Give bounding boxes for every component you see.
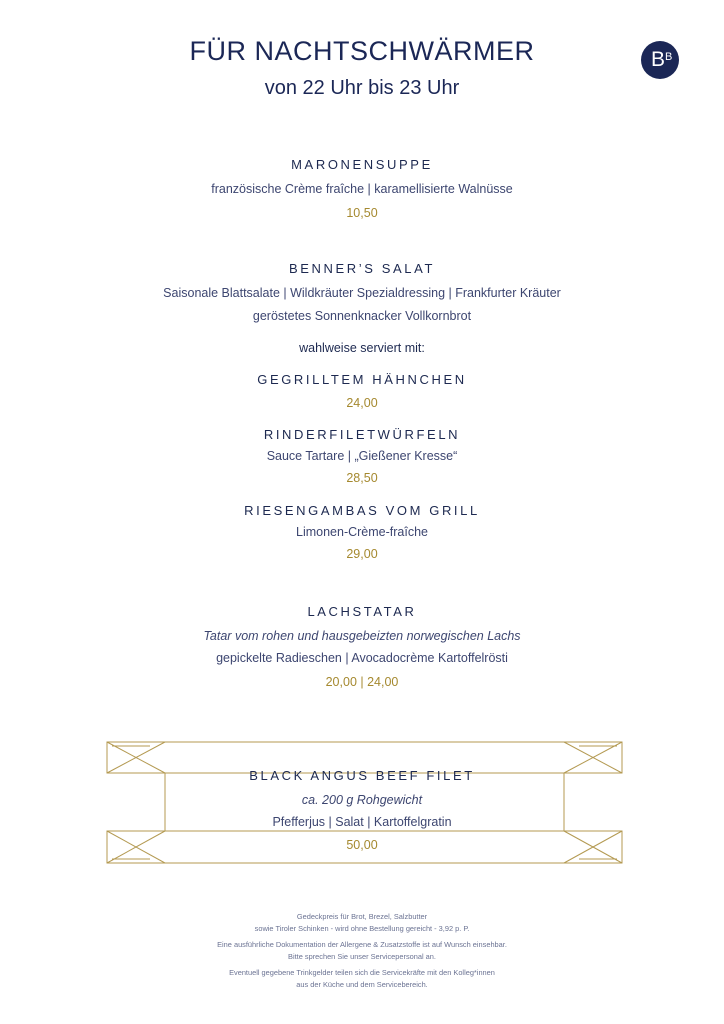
dish-description-black-angus: Pfefferjus | Salat | Kartoffelgratin [272, 815, 452, 829]
option-name-rinderfilet: RINDERFILETWÜRFELN [263, 427, 461, 442]
option-price-rinderfilet: 28,50 [346, 471, 378, 485]
logo-small-letter: B [665, 51, 673, 63]
dish-subdescription-black-angus: ca. 200 g Rohgewicht [301, 793, 423, 807]
option-price-haehnchen: 24,00 [346, 396, 378, 410]
dish-price-lachstatar: 20,00 | 24,00 [325, 675, 399, 689]
option-name-riesengambas: RIESENGAMBAS VOM GRILL [244, 503, 480, 518]
footer-line: Bitte sprechen Sie unser Servicepersonal an. [288, 952, 436, 961]
logo-letter: B [651, 48, 666, 71]
dish-description-salat-line2: geröstetes Sonnenknacker Vollkornbrot [252, 309, 472, 323]
dish-description-maronensuppe: französische Crème fraîche | karamellisierte Walnüsse [211, 182, 513, 196]
footer-line: sowie Tiroler Schinken - wird ohne Bestellung gereicht - 3,92 p. P. [254, 924, 470, 933]
dish-name-maronensuppe: MARONENSUPPE [291, 157, 433, 172]
option-name-haehnchen: GEGRILLTEM HÄHNCHEN [257, 372, 467, 387]
footer-line: Eventuell gegebene Trinkgelder teilen sich die Servicekräfte mit den Kolleg*innen [229, 968, 495, 977]
dish-name-black-angus: BLACK ANGUS BEEF FILET [249, 768, 475, 783]
dish-name-lachstatar: LACHSTATAR [307, 604, 417, 619]
option-price-riesengambas: 29,00 [346, 547, 378, 561]
salat-options-note: wahlweise serviert mit: [299, 341, 425, 355]
option-description-rinderfilet: Sauce Tartare | „Gießener Kresse“ [266, 449, 458, 463]
dish-price-black-angus: 50,00 [346, 838, 378, 852]
dish-subdescription-lachstatar: Tatar vom rohen und hausgebeizten norwegischen Lachs [203, 629, 521, 643]
page-title: FÜR NACHTSCHWÄRMER [189, 36, 535, 66]
dish-description-lachstatar: gepickelte Radieschen | Avocadocrème Kartoffelrösti [216, 651, 508, 665]
dish-description-salat-line1: Saisonale Blattsalate | Wildkräuter Spezialdressing | Frankfurter Kräuter [163, 286, 561, 300]
footer-line: aus der Küche und dem Servicebereich. [296, 980, 428, 989]
footer-line: Gedeckpreis für Brot, Brezel, Salzbutter [296, 912, 428, 921]
footer-line: Eine ausführliche Dokumentation der Allergene & Zusatzstoffe ist auf Wunsch einsehbar. [217, 940, 507, 949]
dish-name-salat: BENNER’S SALAT [289, 261, 435, 276]
dish-price-maronensuppe: 10,50 [346, 206, 378, 220]
page-subtitle: von 22 Uhr bis 23 Uhr [264, 77, 460, 99]
option-description-riesengambas: Limonen-Crème-fraîche [296, 525, 428, 539]
